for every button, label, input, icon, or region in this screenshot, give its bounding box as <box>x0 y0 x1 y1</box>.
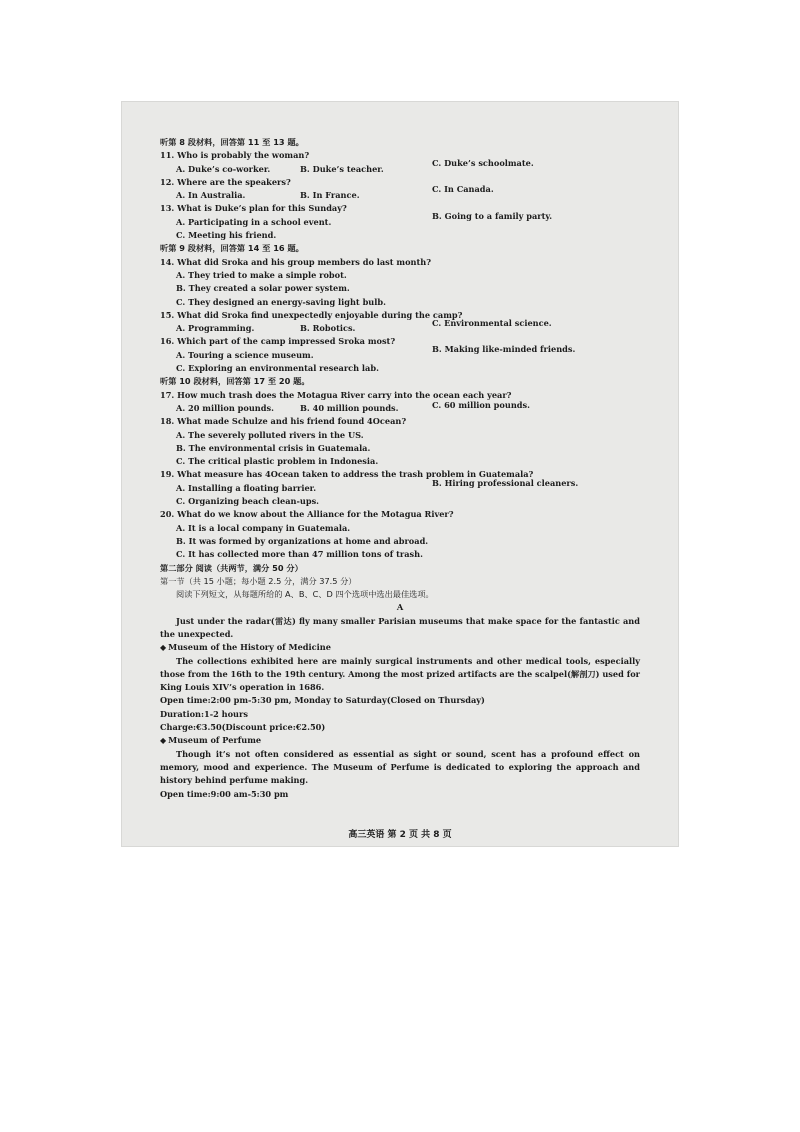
option-c: C. Organizing beach clean-ups. <box>176 496 320 507</box>
option-b: B. They created a solar power system. <box>176 283 350 294</box>
part2-title: 第二部分 阅读（共两节，满分 50 分） <box>160 562 303 573</box>
question-12-options <box>160 184 640 202</box>
option-b: B. Going to a family party. <box>432 210 553 221</box>
option-c: C. They designed an energy-saving light bulb. <box>176 296 386 307</box>
option-a: A. Participating in a school event. <box>176 216 332 227</box>
option-a: A. In Australia. <box>176 190 246 201</box>
museum1-description: The collections exhibited here are mainly surgical instruments and other medical tools, especially those from the 16th to the 19th century. Among the most prized artifacts are the scalpel(解剖刀) used for King Louis XIV’s operation in 1686. <box>160 655 640 693</box>
option-a: A. Programming. <box>176 323 255 334</box>
museum2-open-time: Open time:9:00 am-5:30 pm <box>160 788 289 799</box>
option-c: C. Exploring an environmental research lab. <box>176 363 379 374</box>
option-c: C. Environmental science. <box>432 318 552 329</box>
option-a: A. Duke’s co-worker. <box>176 163 271 174</box>
option-c: C. 60 million pounds. <box>432 399 530 410</box>
museum2-heading <box>160 734 640 747</box>
option-b: B. The environmental crisis in Guatemala. <box>176 442 371 453</box>
scanned-page <box>122 102 678 846</box>
question-15: 15. What did Sroka find unexpectedly enjoyable during the camp? <box>160 309 463 320</box>
question-18: 18. What made Schulze and his friend found 4Ocean? <box>160 416 407 427</box>
question-16: 16. Which part of the camp impressed Sroka most? <box>160 336 396 347</box>
option-c: C. In Canada. <box>432 184 494 195</box>
option-b: B. Making like-minded friends. <box>432 343 576 354</box>
page-content <box>160 136 640 801</box>
museum1-heading <box>160 641 640 654</box>
option-a: A. It is a local company in Guatemala. <box>176 522 351 533</box>
option-b: B. Hiring professional cleaners. <box>432 477 579 488</box>
option-c: C. Duke’s schoolmate. <box>432 157 534 168</box>
question-12: 12. Where are the speakers? <box>160 176 291 187</box>
museum1-open-time: Open time:2:00 pm-5:30 pm, Monday to Saturday(Closed on Thursday) <box>160 695 485 706</box>
option-a: A. They tried to make a simple robot. <box>176 269 347 280</box>
question-19-option-a <box>160 477 640 495</box>
page-footer: 高三英语 第 2 页 共 8 页 <box>348 830 452 840</box>
section-heading-8: 听第 8 段材料，回答第 11 至 13 题。 <box>160 137 304 147</box>
option-b: B. Duke’s teacher. <box>300 163 384 174</box>
option-c: C. It has collected more than 47 million tons of trash. <box>176 549 423 560</box>
question-13-option-a <box>160 210 640 229</box>
museum2-title: Museum of Perfume <box>168 735 262 746</box>
option-a: A. Touring a science museum. <box>176 349 314 360</box>
museum1-duration: Duration:1-2 hours <box>160 708 248 719</box>
option-b: B. It was formed by organizations at home and abroad. <box>176 535 429 546</box>
section-heading-10: 听第 10 段材料，回答第 17 至 20 题。 <box>160 376 310 387</box>
option-a: A. Installing a floating barrier. <box>176 482 317 493</box>
question-11-options <box>160 157 640 176</box>
option-a: A. 20 million pounds. <box>176 402 274 413</box>
option-c: C. Meeting his friend. <box>176 230 277 241</box>
question-19: 19. What measure has 4Ocean taken to address the trash problem in Guatemala? <box>160 469 534 480</box>
option-a: A. The severely polluted rivers in the US. <box>176 429 364 440</box>
question-11: 11. Who is probably the woman? <box>160 150 310 161</box>
question-20: 20. What do we know about the Alliance for the Motagua River? <box>160 509 454 520</box>
museum2-description: Though it’s not often considered as essential as sight or sound, scent has a profound effect on memory, mood and experience. The Museum of Perfume is dedicated to exploring the approach and history behind perfume making. <box>160 748 640 786</box>
option-b: B. In France. <box>300 190 360 201</box>
option-c: C. The critical plastic problem in Indonesia. <box>176 456 379 467</box>
diamond-bullet-icon: ◆ <box>160 735 167 746</box>
museum1-title: Museum of the History of Medicine <box>168 642 331 653</box>
option-b: B. Robotics. <box>300 323 356 334</box>
diamond-bullet-icon: ◆ <box>160 642 167 653</box>
part2-instructions: 阅读下列短文，从每题所给的 A、B、C、D 四个选项中选出最佳选项。 <box>176 589 434 600</box>
passage-letter: A <box>396 602 404 613</box>
passage-intro: Just under the radar(雷达) fly many smaller Parisian museums that make space for the fantastic and the unexpected. <box>160 615 640 639</box>
question-17: 17. How much trash does the Motagua River carry into the ocean each year? <box>160 389 512 400</box>
question-14: 14. What did Sroka and his group members do last month? <box>160 256 432 267</box>
question-13: 13. What is Duke’s plan for this Sunday? <box>160 203 347 214</box>
museum1-charge: Charge:€3.50(Discount price:€2.50) <box>160 722 326 733</box>
question-17-options <box>160 399 640 415</box>
question-15-options <box>160 318 640 335</box>
question-16-option-a <box>160 343 640 362</box>
option-b: B. 40 million pounds. <box>300 402 399 413</box>
section-heading-9: 听第 9 段材料，回答第 14 至 16 题。 <box>160 243 304 254</box>
part2-subtitle: 第一节（共 15 小题；每小题 2.5 分，满分 37.5 分） <box>160 575 357 586</box>
